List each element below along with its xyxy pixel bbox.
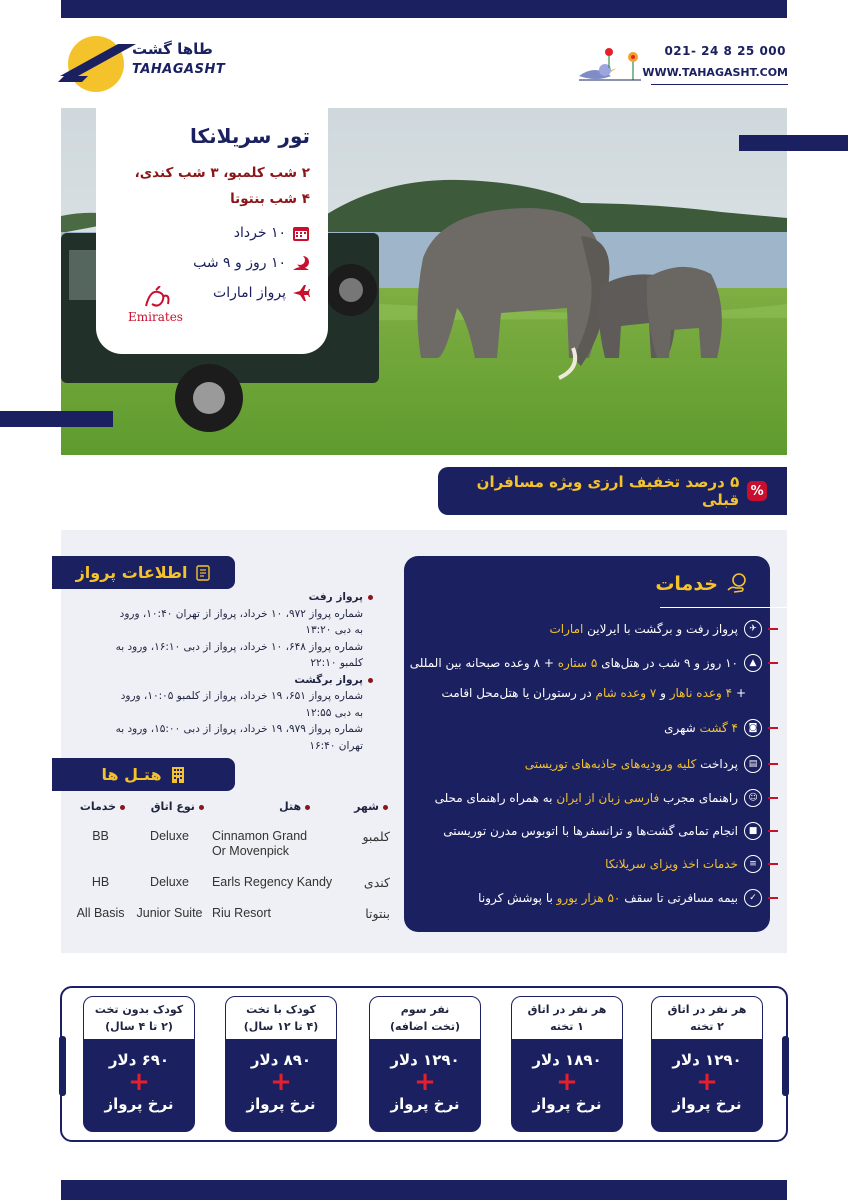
emirates-calligraphy-icon xyxy=(142,286,172,312)
col-hotel: هتل xyxy=(212,800,350,823)
tour-title: تور سریلانکا xyxy=(190,124,310,148)
phone-number[interactable]: 021- 24 8 25 000 xyxy=(664,44,786,58)
price-card-double xyxy=(651,996,763,1132)
plus-icon: + xyxy=(414,1067,436,1097)
col-room: نوع اتاق xyxy=(133,800,212,823)
services-panel xyxy=(404,556,770,932)
plus-icon: + xyxy=(128,1067,150,1097)
discount-text: ۵ درصد تخفیف ارزی ویژه مسافران قبلی xyxy=(476,473,740,509)
service-item xyxy=(404,789,770,807)
flight-info-header xyxy=(52,556,235,589)
plane-icon: ✈ xyxy=(744,620,762,638)
outbound-line: کلمبو ۲۲:۱۰ xyxy=(310,657,363,669)
outbound-title: پرواز رفت xyxy=(115,589,373,606)
visa-icon: ≡ xyxy=(744,855,762,873)
table-row xyxy=(74,823,396,869)
service-item xyxy=(404,620,770,638)
guide-icon: ☺ xyxy=(744,789,762,807)
logo-text-en: TAHAGASHT xyxy=(132,62,226,77)
service-text: بیمه مسافرتی تا سقف ۵۰ هزار یورو با پوشش کرونا xyxy=(478,891,738,905)
price-card-sublabel: ۲ تخته xyxy=(690,1020,724,1033)
calendar-icon xyxy=(292,224,310,242)
plus-icon: + xyxy=(556,1067,578,1097)
ticket-icon: ▤ xyxy=(744,755,762,773)
hotel-service: BB xyxy=(92,829,109,843)
pricing-accent-left xyxy=(59,1036,66,1096)
hotel-room-type: Deluxe xyxy=(150,829,189,843)
price-amount: ۸۹۰ دلار xyxy=(250,1051,312,1069)
price-card-label: کودک با تخت xyxy=(246,1003,316,1016)
price-card-child-with-bed xyxy=(225,996,337,1132)
tour-date-row xyxy=(112,224,310,242)
services-rule xyxy=(660,607,790,608)
bottom-bar xyxy=(61,1180,787,1200)
price-card-single xyxy=(511,996,623,1132)
price-footer: نرخ پرواز xyxy=(672,1095,742,1113)
price-card-sublabel: (۴ تا ۱۲ سال) xyxy=(243,1020,319,1033)
hotel-service: HB xyxy=(91,875,110,889)
hotels-table xyxy=(74,800,396,931)
tour-duration-row xyxy=(112,254,310,272)
service-item xyxy=(404,822,770,840)
return-title: پرواز برگشت xyxy=(115,672,373,689)
flight-details xyxy=(115,589,373,754)
birds-flowers-icon xyxy=(575,42,645,86)
camera-icon: ◙ xyxy=(744,719,762,737)
hotels-title: هتـل ها xyxy=(101,765,162,784)
return-line: شماره پرواز ۶۵۱، ۱۹ خرداد، پرواز از کلمبو ۱۰:۰۵، ورود xyxy=(120,690,363,702)
service-item xyxy=(404,855,770,873)
flight-info-title: اطلاعات پرواز xyxy=(75,563,188,582)
document-icon xyxy=(195,565,211,581)
service-item xyxy=(404,889,770,907)
price-card-sublabel: ۱ تخته xyxy=(550,1020,584,1033)
service-text: پرواز رفت و برگشت با ایرلاین امارات xyxy=(549,622,738,636)
price-amount: ۶۹۰ دلار xyxy=(108,1051,170,1069)
service-text: + ۴ وعده ناهار و ۷ وعده شام در رستوران یا هتل‌محل اقامت xyxy=(441,686,746,700)
service-text: انجام تمامی گشت‌ها و ترانسفرها با اتوبوس مدرن توریستی xyxy=(443,824,738,838)
return-line: تهران ۱۶:۴۰ xyxy=(309,739,363,752)
col-city: شهر xyxy=(350,800,396,823)
website-link[interactable]: WWW.TAHAGASHT.COM xyxy=(642,66,788,79)
hotel-city: بنتوتا xyxy=(365,907,390,921)
bus-icon: ■ xyxy=(744,822,762,840)
price-card-child-no-bed xyxy=(83,996,195,1132)
col-service: خدمات xyxy=(74,800,133,823)
service-text: پرداخت کلیه ورودیه‌های جاذبه‌های توریستی xyxy=(524,757,738,771)
hotel-city: کندی xyxy=(363,876,390,890)
hotel-city: کلمبو xyxy=(362,830,390,844)
hand-service-icon xyxy=(726,572,750,596)
bed-icon: ▲ xyxy=(744,654,762,672)
tour-airline: پرواز امارات xyxy=(213,285,286,301)
price-footer: نرخ پرواز xyxy=(246,1095,316,1113)
price-card-label: هر نفر در اتاق xyxy=(667,1003,747,1016)
table-row xyxy=(74,900,396,931)
hotel-name: Cinnamon Grand Or Movenpick xyxy=(211,829,308,858)
hotel-service: All Basis xyxy=(76,906,125,920)
price-amount: ۱۲۹۰ دلار xyxy=(390,1051,460,1069)
service-item xyxy=(404,719,770,737)
airplane-icon xyxy=(292,284,310,302)
price-card-label: کودک بدون تخت xyxy=(94,1003,184,1016)
pricing-accent-right xyxy=(782,1036,789,1096)
hotels-table-header xyxy=(74,800,396,823)
price-card-label: هر نفر در اتاق xyxy=(527,1003,607,1016)
discount-banner xyxy=(438,467,787,515)
percent-icon: % xyxy=(747,481,767,501)
price-amount: ۱۲۹۰ دلار xyxy=(672,1051,742,1069)
hotel-room-type: Junior Suite xyxy=(136,906,203,920)
shield-icon: ✓ xyxy=(744,889,762,907)
hero-accent-bar-right xyxy=(739,135,848,151)
hotel-name: Earls Regency Kandy xyxy=(211,875,333,889)
price-footer: نرخ پرواز xyxy=(104,1095,174,1113)
hotels-header xyxy=(52,758,235,791)
tour-date: ۱۰ خرداد xyxy=(233,225,286,241)
plus-icon: + xyxy=(270,1067,292,1097)
service-item xyxy=(404,755,770,773)
tour-route-line-2: ۴ شب بنتوتا xyxy=(230,191,310,207)
top-bar xyxy=(61,0,787,18)
emirates-logo-text: Emirates xyxy=(128,310,183,324)
hotel-name: Riu Resort xyxy=(211,906,271,920)
tour-route-line-1: ۲ شب کلمبو، ۳ شب کندی، xyxy=(134,165,310,181)
building-icon xyxy=(170,766,186,784)
service-text: ۴ گشت شهری xyxy=(664,721,738,735)
outbound-line: به دبی ۱۳:۲۰ xyxy=(305,624,363,636)
return-line: شماره پرواز ۹۷۹، ۱۹ خرداد، پرواز از دبی ۱۵:۰۰، ورود به xyxy=(115,723,363,735)
logo-mark-icon xyxy=(58,32,138,96)
price-footer: نرخ پرواز xyxy=(390,1095,460,1113)
price-footer: نرخ پرواز xyxy=(532,1095,602,1113)
moon-sun-icon xyxy=(292,254,310,272)
service-text: راهنمای مجرب فارسی زبان از ایران به همراه راهنمای محلی xyxy=(434,791,738,805)
return-line: به دبی ۱۲:۵۵ xyxy=(305,706,363,719)
hotel-room-type: Deluxe xyxy=(150,875,189,889)
price-card-label: نفر سوم xyxy=(400,1003,450,1016)
service-item-continuation xyxy=(404,686,770,700)
price-card-third-person xyxy=(369,996,481,1132)
service-text: ۱۰ روز و ۹ شب در هتل‌های ۵ ستاره + ۸ وعده صبحانه بین المللی xyxy=(409,656,738,670)
price-amount: ۱۸۹۰ دلار xyxy=(532,1051,602,1069)
price-card-sublabel: (تخت اضافه) xyxy=(390,1020,460,1033)
outbound-line: شماره پرواز ۶۴۸، ۱۰ خرداد، پرواز از دبی ۱۶:۱۰، ورود به xyxy=(115,640,363,653)
outbound-line: شماره پرواز ۹۷۲، ۱۰ خرداد، پرواز از تهران ۱۰:۴۰، ورود xyxy=(119,607,363,620)
services-title: خدمات xyxy=(655,573,718,595)
service-item xyxy=(404,654,770,672)
service-text: خدمات اخذ ویزای سریلانکا xyxy=(605,857,738,871)
header-rule xyxy=(651,84,788,85)
emirates-logo-icon xyxy=(124,286,188,326)
tour-duration: ۱۰ روز و ۹ شب xyxy=(193,255,286,271)
logo-text-fa: طاها گشت xyxy=(132,40,213,58)
table-row xyxy=(74,869,396,900)
plus-icon: + xyxy=(696,1067,718,1097)
hero-accent-bar-left xyxy=(0,411,113,427)
services-title-row xyxy=(655,572,750,596)
price-card-sublabel: (۲ تا ۴ سال) xyxy=(105,1020,173,1033)
